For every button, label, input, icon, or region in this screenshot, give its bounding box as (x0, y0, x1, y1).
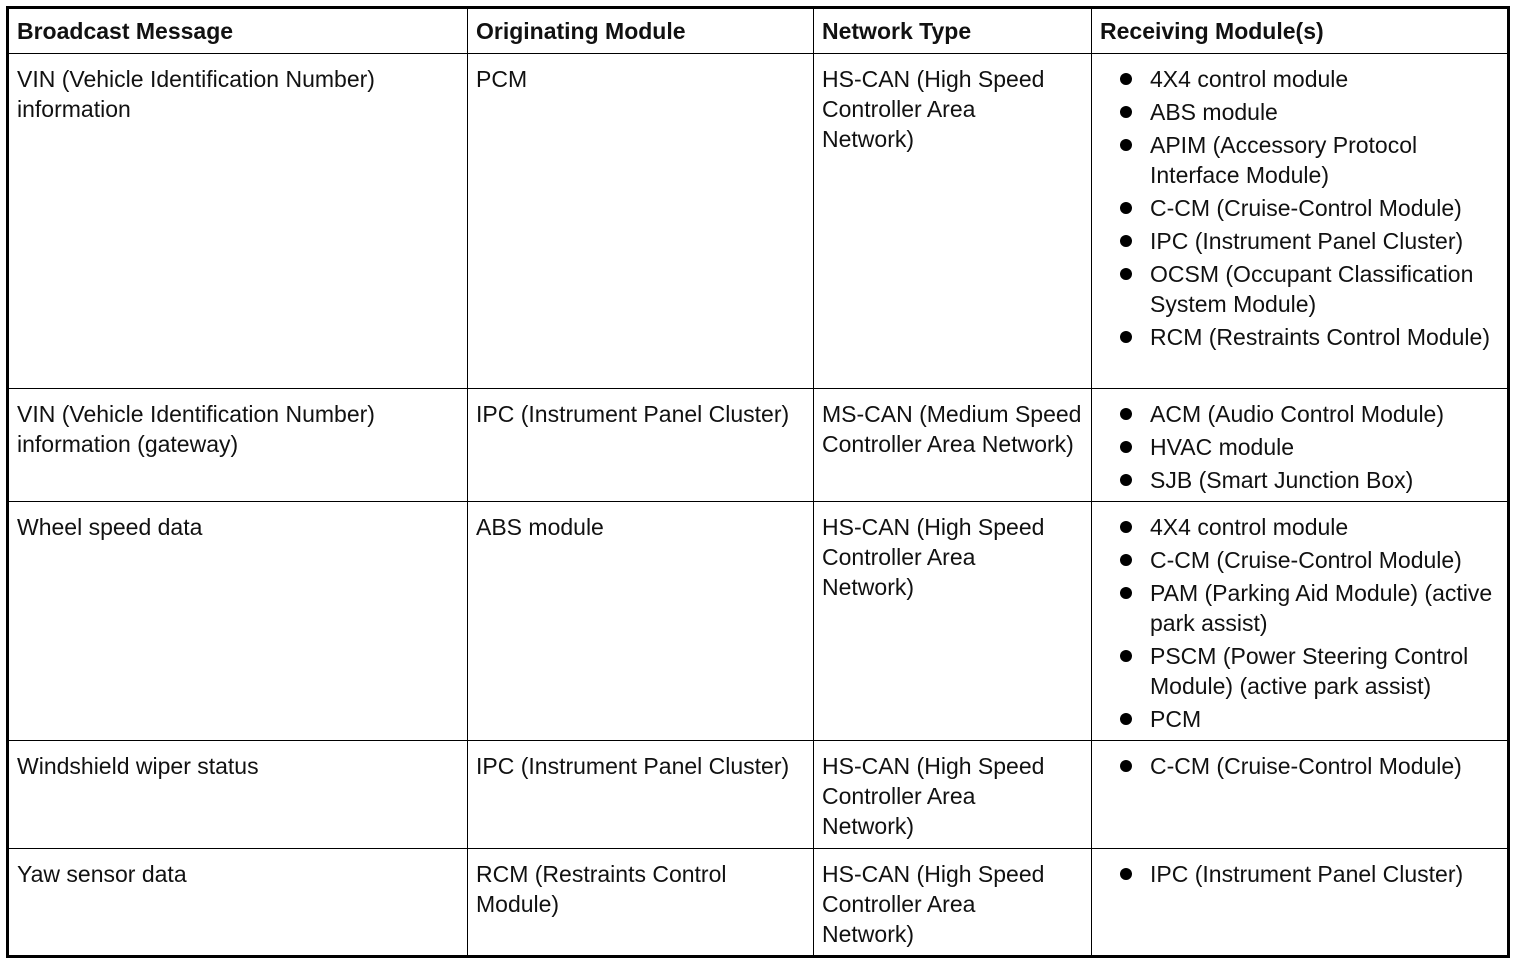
bullet-icon (1120, 331, 1132, 343)
originating-module-cell: IPC (Instrument Panel Cluster) (468, 741, 814, 849)
originating-module-cell: IPC (Instrument Panel Cluster) (468, 389, 814, 502)
bullet-icon (1120, 713, 1132, 725)
bullet-icon (1120, 587, 1132, 599)
list-item: PSCM (Power Steering Control Module) (active park assist) (1100, 641, 1499, 701)
originating-module-cell: PCM (468, 54, 814, 389)
bullet-icon (1120, 521, 1132, 533)
list-item: ACM (Audio Control Module) (1100, 399, 1499, 429)
list-item: 4X4 control module (1100, 64, 1499, 94)
bullet-icon (1120, 73, 1132, 85)
network-type-cell: HS-CAN (High Speed Controller Area Network) (814, 54, 1092, 389)
list-item: IPC (Instrument Panel Cluster) (1100, 226, 1499, 256)
bullet-icon (1120, 474, 1132, 486)
receiving-modules-cell (1092, 741, 1509, 849)
bullet-icon (1120, 650, 1132, 662)
list-item: SJB (Smart Junction Box) (1100, 465, 1499, 495)
table-row (8, 741, 1509, 849)
table-header-row (8, 8, 1509, 54)
list-item: C-CM (Cruise-Control Module) (1100, 545, 1499, 575)
originating-module-cell: ABS module (468, 502, 814, 741)
broadcast-message-table (6, 6, 1510, 958)
bullet-icon (1120, 760, 1132, 772)
receiving-modules-list (1100, 751, 1499, 781)
receiving-modules-list (1100, 64, 1499, 352)
list-item: 4X4 control module (1100, 512, 1499, 542)
broadcast-message-cell: Yaw sensor data (8, 849, 468, 957)
list-item: C-CM (Cruise-Control Module) (1100, 193, 1499, 223)
list-item: OCSM (Occupant Classification System Module) (1100, 259, 1499, 319)
bullet-icon (1120, 139, 1132, 151)
broadcast-message-cell: Windshield wiper status (8, 741, 468, 849)
bullet-icon (1120, 441, 1132, 453)
table-row (8, 389, 1509, 502)
table-row (8, 849, 1509, 957)
receiving-modules-cell (1092, 849, 1509, 957)
receiving-modules-list (1100, 512, 1499, 734)
network-type-cell: HS-CAN (High Speed Controller Area Network) (814, 502, 1092, 741)
list-item: PAM (Parking Aid Module) (active park assist) (1100, 578, 1499, 638)
header-network-type: Network Type (814, 8, 1092, 54)
broadcast-message-cell: VIN (Vehicle Identification Number) information (gateway) (8, 389, 468, 502)
header-broadcast-message: Broadcast Message (8, 8, 468, 54)
receiving-modules-cell (1092, 54, 1509, 389)
list-item: APIM (Accessory Protocol Interface Module) (1100, 130, 1499, 190)
receiving-modules-cell (1092, 389, 1509, 502)
bullet-icon (1120, 408, 1132, 420)
table-row (8, 502, 1509, 741)
list-item: PCM (1100, 704, 1499, 734)
broadcast-message-cell: Wheel speed data (8, 502, 468, 741)
bullet-icon (1120, 868, 1132, 880)
broadcast-message-cell: VIN (Vehicle Identification Number) information (8, 54, 468, 389)
table-row (8, 54, 1509, 389)
receiving-modules-list (1100, 399, 1499, 495)
list-item: RCM (Restraints Control Module) (1100, 322, 1499, 352)
bullet-icon (1120, 235, 1132, 247)
receiving-modules-list (1100, 859, 1499, 889)
receiving-modules-cell (1092, 502, 1509, 741)
network-type-cell: HS-CAN (High Speed Controller Area Network) (814, 849, 1092, 957)
bullet-icon (1120, 106, 1132, 118)
header-originating-module: Originating Module (468, 8, 814, 54)
list-item: IPC (Instrument Panel Cluster) (1100, 859, 1499, 889)
list-item: ABS module (1100, 97, 1499, 127)
list-item: C-CM (Cruise-Control Module) (1100, 751, 1499, 781)
originating-module-cell: RCM (Restraints Control Module) (468, 849, 814, 957)
network-type-cell: HS-CAN (High Speed Controller Area Network) (814, 741, 1092, 849)
list-item: HVAC module (1100, 432, 1499, 462)
header-receiving-modules: Receiving Module(s) (1092, 8, 1509, 54)
network-type-cell: MS-CAN (Medium Speed Controller Area Network) (814, 389, 1092, 502)
bullet-icon (1120, 202, 1132, 214)
bullet-icon (1120, 268, 1132, 280)
bullet-icon (1120, 554, 1132, 566)
